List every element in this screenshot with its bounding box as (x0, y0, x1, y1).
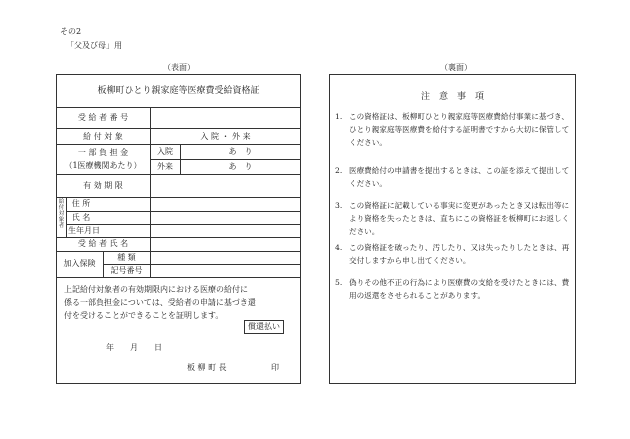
issue-date: 年 月 日 (106, 343, 162, 352)
certification-line-2: 係る一部負担金については、受給者の申請に基づき還 (64, 298, 256, 307)
certification-line-3: 付を受けることができることを証明します。 (64, 311, 224, 320)
note-number: 2. (335, 166, 343, 175)
dob-label: 生年月日 (68, 226, 100, 235)
refund-method-box: 償還払い (244, 320, 284, 334)
front-side-label: （表面） (163, 63, 195, 72)
copay-label-line2: （1医療機関あたり） (64, 161, 142, 170)
note-item (335, 241, 575, 267)
mayor-title: 板 柳 町 長 (187, 363, 227, 372)
insurance-type-label: 種 類 (117, 253, 136, 262)
note-number: 1. (335, 112, 343, 121)
note-item (335, 199, 575, 238)
inpatient-label: 入院 (157, 147, 173, 156)
note-number: 4. (335, 243, 343, 252)
name-label: 氏 名 (71, 213, 91, 222)
note-item (335, 276, 575, 302)
recipient-number-label: 受 給 者 番 号 (77, 113, 129, 122)
note-text: 偽りその他不正の行為により医療費の支給を受けたときには、費用の返還をさせられることがあります。 (349, 278, 570, 300)
notes-title: 注 意 事 項 (420, 92, 484, 102)
note-text: この資格証に記載している事実に変更があったとき又は転出等により資格を失ったときは、直ちにこの資格証を板柳町にお返しください。 (349, 201, 570, 236)
form-subtitle: 「父及び母」用 (66, 41, 122, 50)
insurance-label: 加入保険 (63, 259, 96, 268)
note-text: 医療費給付の申請書を提出するときは、この証を添えて提出してください。 (349, 166, 570, 188)
address-label: 住 所 (71, 199, 91, 208)
certification-line-1: 上記給付対象者の有効期限内における医療の給付に (64, 285, 248, 294)
beneficiary-group-label: 給付対象者 (58, 199, 65, 229)
note-text: この資格証を破ったり、汚したり、又は失ったりしたときは、再交付しますから申し出てください。 (349, 243, 570, 265)
form-number: その2 (60, 27, 82, 36)
note-item (335, 110, 575, 149)
note-item (335, 164, 575, 190)
back-side-label: （裏面） (440, 63, 472, 72)
copay-label-line1: 一 部 負 担 金 (77, 148, 129, 157)
front-card-title: 板柳町ひとり親家庭等医療費受給資格証 (97, 86, 260, 96)
recipient-name-label: 受 給 者 氏 名 (77, 239, 129, 248)
symbol-number-label: 記号番号 (110, 266, 143, 275)
note-number: 3. (335, 201, 343, 210)
seal-mark: 印 (271, 363, 279, 372)
benefit-target-value: 入 院 ・ 外 来 (200, 132, 251, 141)
note-number: 5. (335, 278, 343, 287)
note-text: この資格証は、板柳町ひとり親家庭等医療費給付事業に基づき、ひとり親家庭等医療費を給付する証明書ですから大切に保管してください。 (349, 112, 570, 147)
benefit-target-label: 給 付 対 象 (83, 132, 123, 141)
outpatient-value: あ り (228, 162, 253, 171)
validity-label: 有 効 期 限 (83, 181, 123, 190)
outpatient-label: 外来 (157, 162, 173, 171)
inpatient-value: あ り (228, 147, 253, 156)
